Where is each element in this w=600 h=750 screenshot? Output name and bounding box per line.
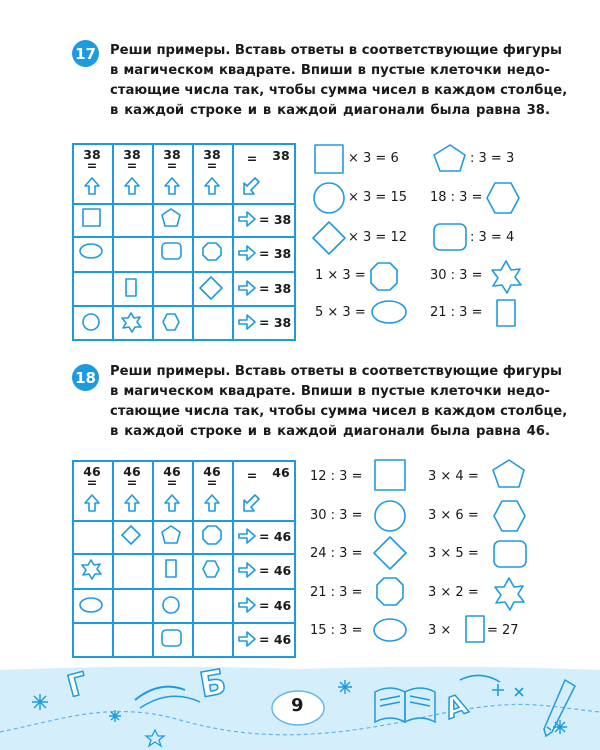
- up-arrow-icon: [205, 178, 219, 194]
- page-number: 9: [291, 695, 304, 716]
- column-sum: 38 =: [203, 147, 221, 173]
- up-arrow-icon: [125, 178, 139, 194]
- right-arrow-icon: [239, 315, 255, 329]
- circle-shape: [375, 501, 405, 531]
- hexagon-shape: [163, 314, 179, 330]
- column-sum: 46 =: [163, 464, 181, 490]
- up-arrow-icon: [85, 178, 99, 194]
- diagonal-arrow-icon: [244, 178, 259, 194]
- ellipse-shape: [80, 244, 102, 258]
- hexagon-shape: [203, 561, 219, 577]
- pentagon-shape: [162, 526, 180, 543]
- pentagon-shape: [493, 460, 524, 487]
- column-sum: 38 =: [163, 147, 181, 173]
- task-17-line: Реши примеры. Вставь ответы в соответствующие фигуры: [110, 43, 562, 58]
- diamond-shape: [122, 526, 140, 544]
- row-sum: = 46: [259, 598, 292, 613]
- diagonal-arrow-icon: [244, 495, 259, 511]
- diagonal-sum-eq: =: [246, 468, 258, 483]
- rectangle-shape: [166, 560, 176, 577]
- rectangle-shape: [497, 300, 515, 326]
- task-18-line: стающие числа так, чтобы сумма чисел в каждом столбце,: [110, 404, 568, 419]
- equation: × 3 = 15: [348, 190, 407, 205]
- equation: × 3 = 12: [348, 230, 407, 245]
- diamond-shape: [313, 222, 345, 254]
- task-18-line: в каждой строке и в каждой диагонали была равна 46.: [110, 424, 550, 439]
- task-17-line: стающие числа так, чтобы сумма чисел в каждом столбце,: [110, 83, 568, 98]
- right-arrow-icon: [239, 246, 255, 260]
- task-18-text: [110, 362, 568, 442]
- star-shape: [122, 313, 141, 332]
- equation: 3 ×: [428, 623, 452, 638]
- row-sum: = 38: [259, 246, 292, 261]
- task-17-line: в магическом квадрате. Впиши в пустые клеточки недо-: [110, 63, 550, 78]
- equation: 21 : 3 =: [310, 585, 363, 600]
- column-sum: 46 =: [83, 464, 101, 490]
- equation: 5 × 3 =: [315, 305, 366, 320]
- star-shape: [495, 578, 524, 610]
- equation: 3 × 2 =: [428, 585, 479, 600]
- equation: 18 : 3 =: [430, 190, 483, 205]
- right-arrow-icon: [239, 212, 255, 226]
- rounded-rect-shape: [434, 224, 466, 250]
- octagon-shape: [203, 526, 221, 544]
- up-arrow-icon: [205, 495, 219, 511]
- rounded-rect-shape: [162, 243, 181, 259]
- equation: = 27: [487, 623, 519, 638]
- diamond-shape: [200, 277, 222, 299]
- column-sum: 46 =: [123, 464, 141, 490]
- footer-letter: Г: [63, 666, 92, 705]
- task-18-line: в магическом квадрате. Впиши в пустые клеточки недо-: [110, 384, 550, 399]
- row-sum: = 38: [259, 212, 292, 227]
- equation: 21 : 3 =: [430, 305, 483, 320]
- task-17-badge: 17: [72, 40, 99, 67]
- ellipse-shape: [80, 598, 102, 612]
- column-sum: 38 =: [123, 147, 141, 173]
- up-arrow-icon: [85, 495, 99, 511]
- column-sum: 46 =: [203, 464, 221, 490]
- equation: 15 : 3 =: [310, 623, 363, 638]
- ellipse-shape: [372, 301, 406, 323]
- rounded-rect-shape: [494, 541, 526, 567]
- snowflake-icon: [32, 694, 48, 710]
- square-shape: [375, 460, 405, 490]
- right-arrow-icon: [239, 529, 255, 543]
- row-sum: = 46: [259, 563, 292, 578]
- diamond-shape: [374, 537, 406, 569]
- equation: 1 × 3 =: [315, 268, 366, 283]
- diagonal-sum: 46: [272, 465, 290, 480]
- diagonal-sum: 38: [272, 148, 290, 163]
- row-sum: = 46: [259, 529, 292, 544]
- right-arrow-icon: [239, 281, 255, 295]
- magic-square-18-shapes: [72, 460, 302, 660]
- right-arrow-icon: [239, 563, 255, 577]
- task-17-text: [110, 41, 568, 121]
- magic-square-17-shapes: [72, 143, 302, 343]
- row-sum: = 38: [259, 281, 292, 296]
- footer-letter: А: [440, 687, 472, 726]
- hexagon-shape: [487, 183, 519, 213]
- snowflake-icon: [338, 680, 352, 694]
- circle-shape: [314, 183, 344, 213]
- hexagon-shape: [494, 501, 525, 531]
- rounded-rect-shape: [162, 630, 181, 646]
- square-shape: [83, 209, 100, 226]
- circle-shape: [83, 314, 99, 330]
- up-arrow-icon: [125, 495, 139, 511]
- up-arrow-icon: [165, 178, 179, 194]
- star-shape: [492, 261, 521, 293]
- equation: : 3 = 3: [470, 151, 515, 166]
- octagon-shape: [371, 263, 397, 290]
- equation: 12 : 3 =: [310, 469, 363, 484]
- pentagon-shape: [162, 209, 180, 226]
- row-sum: = 46: [259, 632, 292, 647]
- task-17-line: в каждой строке и в каждой диагонали была равна 38.: [110, 103, 550, 118]
- equation: 24 : 3 =: [310, 546, 363, 561]
- equation: 3 × 4 =: [428, 469, 479, 484]
- task-18-badge: 18: [72, 364, 99, 391]
- equation: 3 × 5 =: [428, 546, 479, 561]
- row-sum: = 38: [259, 315, 292, 330]
- octagon-shape: [377, 578, 403, 605]
- up-arrow-icon: [165, 495, 179, 511]
- task-18-line: Реши примеры. Вставь ответы в соответствующие фигуры: [110, 364, 562, 379]
- footer-letter: Б: [196, 662, 230, 706]
- pentagon-shape: [434, 145, 465, 171]
- circle-shape: [163, 597, 179, 613]
- right-arrow-icon: [239, 632, 255, 646]
- column-sum: 38 =: [83, 147, 101, 173]
- equation: × 3 = 6: [348, 151, 399, 166]
- right-arrow-icon: [239, 598, 255, 612]
- equation: : 3 = 4: [470, 230, 515, 245]
- diagonal-sum-eq: =: [246, 151, 258, 166]
- equation: 3 × 6 =: [428, 508, 479, 523]
- rectangle-shape: [466, 616, 484, 642]
- rectangle-shape: [126, 279, 136, 296]
- square-shape: [315, 145, 343, 173]
- octagon-shape: [203, 243, 221, 260]
- ellipse-shape: [374, 619, 406, 641]
- equation: 30 : 3 =: [430, 268, 483, 283]
- star-shape: [82, 560, 101, 579]
- equation: 30 : 3 =: [310, 508, 363, 523]
